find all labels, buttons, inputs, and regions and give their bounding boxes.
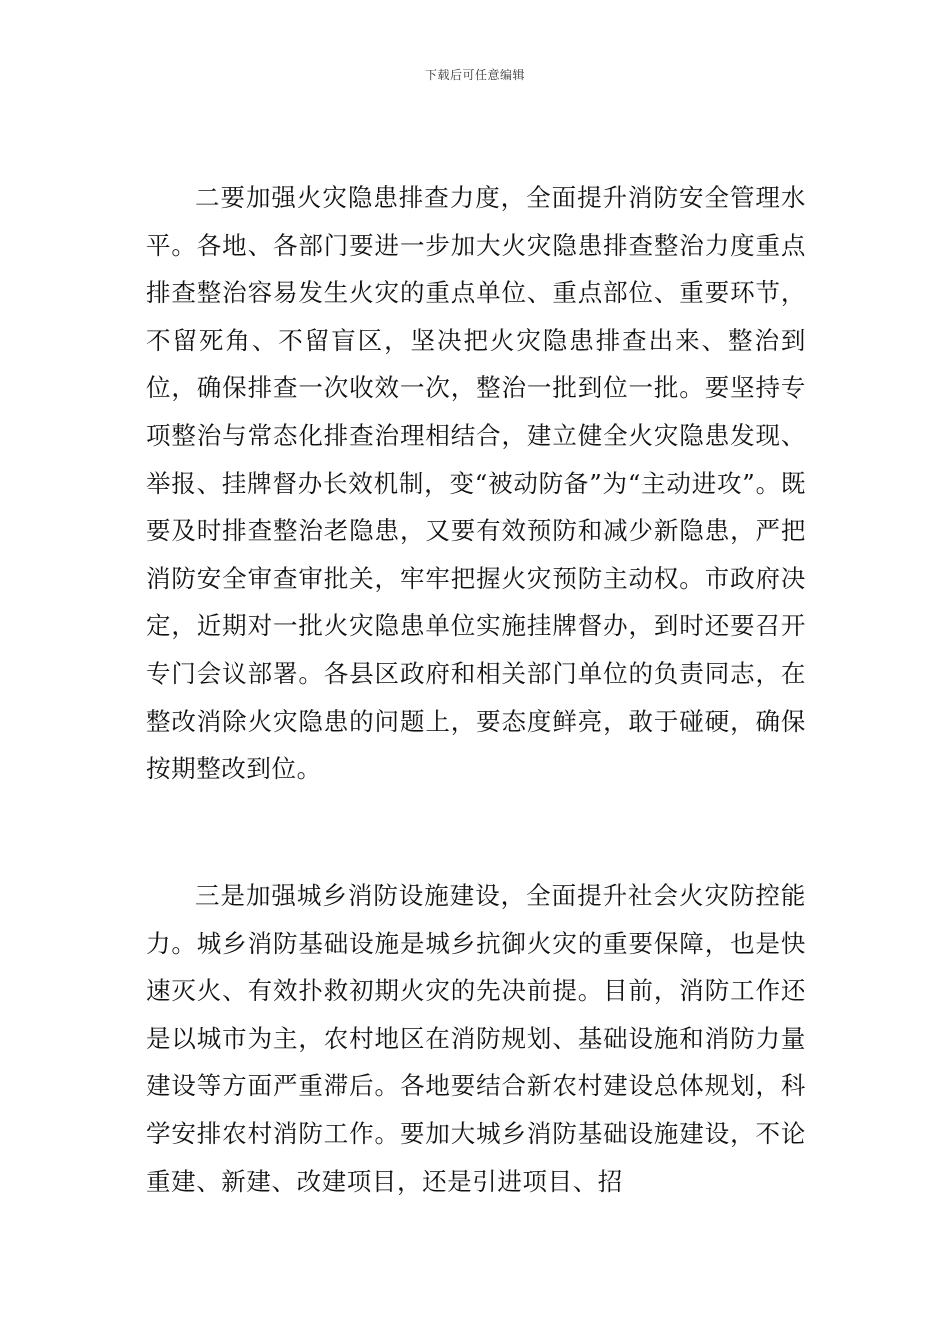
page-header: 下载后可任意编辑: [424, 68, 525, 82]
paragraph-fire-facility-construction: 三是加强城乡消防设施建设，全面提升社会火灾防控能力。城乡消防基础设施是城乡抗御火灾的重要保障，也是快速灭火、有效扑救初期火灾的先决前提。目前，消防工作还是以城市为主，农村地区在消防规划、基础设施和消防力量建设等方面严重滞后。各地要结合新农村建设总体规划，科学安排农村消防工作。要加大城乡消防基础设施建设，不论重建、新建、改建项目，还是引进项目、招: [146, 881, 806, 1196]
paragraph-block-2: [146, 872, 806, 1205]
paragraph-block-1: [146, 174, 806, 793]
paragraph-fire-hazard-inspection: 二要加强火灾隐患排查力度，全面提升消防安全管理水平。各地、各部门要进一步加大火灾隐患排查整治力度重点排查整治容易发生火灾的重点单位、重点部位、重要环节，不留死角、不留盲区，坚决把火灾隐患排查出来、整治到位，确保排查一次收效一次，整治一批到位一批。要坚持专项整治与常态化排查治理相结合，建立健全火灾隐患发现、举报、挂牌督办长效机制，变“被动防备”为“主动进攻”。既要及时排查整治老隐患，又要有效预防和减少新隐患，严把消防安全审查审批关，牢牢把握火灾预防主动权。市政府决定，近期对一批火灾隐患单位实施挂牌督办，到时还要召开专门会议部署。各县区政府和相关部门单位的负责同志，在整改消除火灾隐患的问题上，要态度鲜亮，敢于碰硬，确保按期整改到位。: [146, 183, 806, 784]
